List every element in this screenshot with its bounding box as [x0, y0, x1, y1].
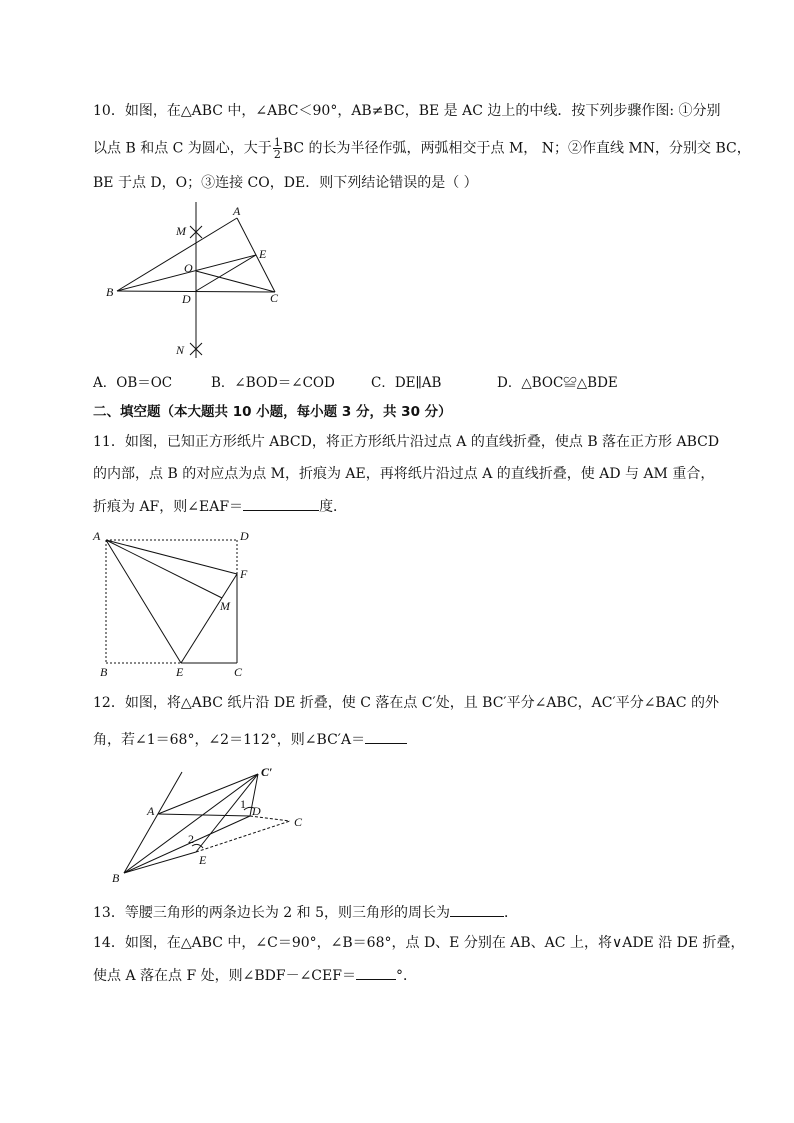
q10-option-a[interactable]: A．OB＝OC — [93, 375, 173, 391]
q10-label-a: A — [233, 204, 241, 218]
q14-answer-blank[interactable] — [356, 965, 396, 980]
q11-label-f: F — [240, 567, 248, 581]
fraction-numerator: 1 — [273, 136, 281, 149]
q12-line-1: 12．如图，将△ABC 纸片沿 DE 折叠，使 C 落在点 C′处，且 BC′平分∠ABC，AC′平分∠BAC 的外 — [93, 695, 719, 711]
q11-line-3b: 度． — [319, 499, 348, 515]
q14-line-1: 14．如图，在△ABC 中，∠C＝90°，∠B＝68°，点 D、E 分别在 AB、AC 上，将∨ADE 沿 DE 折叠， — [93, 935, 745, 951]
q10-option-d[interactable]: D．△BOC≌△BDE — [497, 375, 618, 391]
q10-label-e: E — [259, 247, 267, 261]
q11-line-3a: 折痕为 AF，则∠EAF＝ — [93, 499, 244, 515]
q12-label-b: B — [112, 871, 120, 885]
q12-label-d: D — [252, 804, 261, 818]
q10-option-b[interactable]: B．∠BOD＝∠COD — [211, 375, 335, 391]
q12-label-c-prime: C′ — [261, 765, 273, 779]
fraction-denominator: 2 — [273, 148, 281, 161]
q10-label-o: O — [184, 261, 193, 275]
q11-line-2: 的内部，点 B 的对应点为点 M，折痕为 AE，再将纸片沿过点 A 的直线折叠，使 AD 与 AM 重合， — [93, 466, 715, 482]
q10-label-b: B — [106, 285, 114, 299]
q10-label-c: C — [270, 291, 279, 305]
q10-line-1: 10．如图，在△ABC 中，∠ABC＜90°，AB≠BC，BE 是 AC 边上的中线．按下列步骤作图: ①分别 — [93, 103, 721, 119]
q12-label-c: C — [294, 815, 303, 829]
q12-angle-2-label: 2 — [188, 832, 194, 846]
q11-label-e: E — [176, 665, 184, 679]
q10-line-3: BE 于点 D，O；③连接 CO，DE．则下列结论错误的是（ ） — [93, 175, 478, 191]
q10-line-2b: BC 的长为半径作弧，两弧相交于点 M， N；②作直线 MN，分别交 BC， — [282, 140, 751, 157]
q13-line-1 — [93, 902, 518, 923]
q14-line-2b: °． — [395, 968, 417, 984]
q10-label-n: N — [176, 343, 185, 357]
q10-label-m: M — [176, 224, 186, 238]
q11-label-d: D — [240, 529, 249, 543]
q12-label-e: E — [199, 853, 207, 867]
q13-line-1a: 13．等腰三角形的两条边长为 2 和 5，则三角形的周长为 — [93, 905, 450, 921]
q11-label-m: M — [220, 599, 230, 613]
q11-label-c: C — [234, 665, 243, 679]
q14-line-2a: 使点 A 落在点 F 处，则∠BDF－∠CEF＝ — [93, 968, 356, 984]
q10-label-d: D — [182, 292, 191, 306]
section-heading-fill-in: 二、填空题（本大题共 10 小题，每小题 3 分，共 30 分） — [93, 404, 452, 420]
q10-line-2a: 以点 B 和点 C 为圆心，大于 — [93, 140, 272, 157]
q12-line-2a: 角，若∠1＝68°，∠2＝112°，则∠BC′A＝ — [93, 732, 366, 748]
q11-line-1: 11．如图，已知正方形纸片 ABCD，将正方形纸片沿过点 A 的直线折叠，使点 B 落在正方形 ABCD — [93, 434, 720, 450]
q11-label-a: A — [93, 529, 101, 543]
q12-angle-1-label: 1 — [240, 797, 246, 811]
q13-line-1b: ． — [503, 905, 518, 921]
q14-line-2 — [93, 965, 417, 986]
q12-label-a: A — [147, 804, 155, 818]
q11-label-b: B — [100, 665, 108, 679]
q10-option-c[interactable]: C．DE∥AB — [371, 375, 442, 391]
q13-answer-blank[interactable] — [450, 902, 504, 917]
